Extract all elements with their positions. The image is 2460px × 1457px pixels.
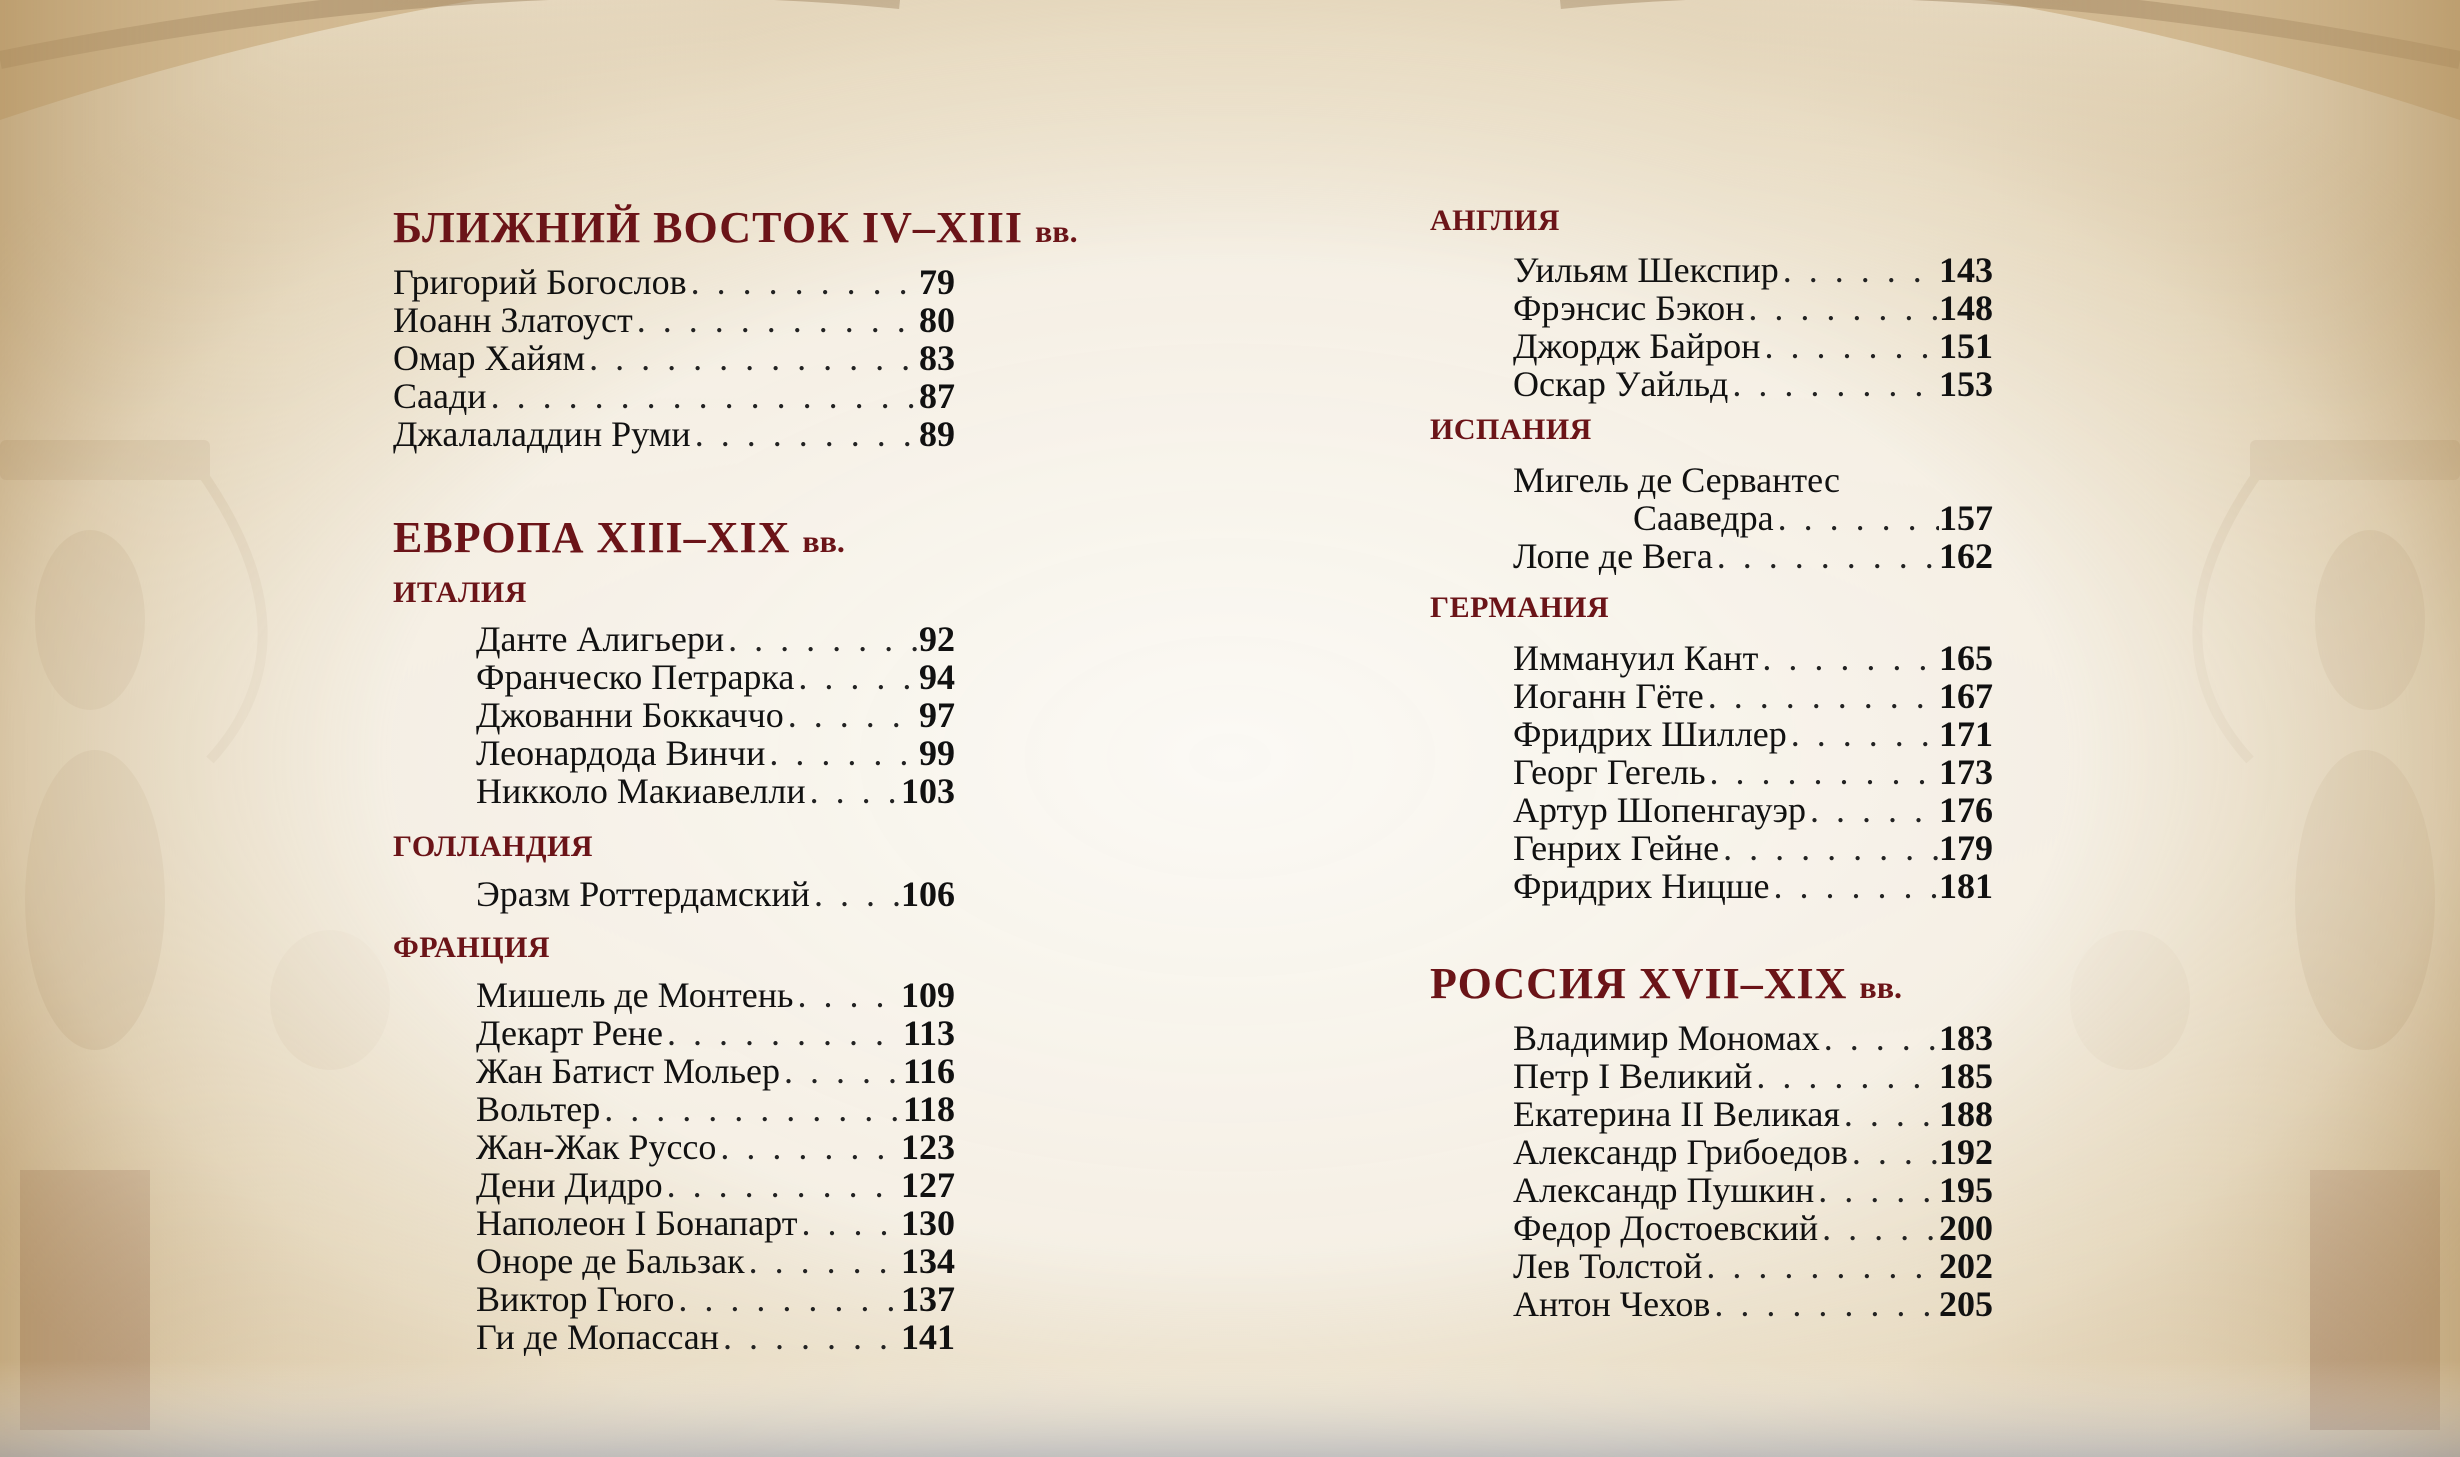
- toc-entry: [476, 1090, 955, 1128]
- dot-leader: [716, 1128, 901, 1166]
- entry-page-number: 141: [901, 1317, 955, 1357]
- dot-leader: [663, 1014, 903, 1052]
- entry-name: Жан-Жак Руссо: [476, 1127, 717, 1167]
- section-heading-russia: РОССИЯ XVII–XIX вв.: [1430, 959, 1902, 1008]
- entry-page-number: 185: [1939, 1056, 1993, 1096]
- toc-entry: [1513, 289, 1993, 327]
- entry-name: Оноре де Бальзак: [476, 1241, 745, 1281]
- toc-entry: [476, 1318, 955, 1356]
- holland-list: [476, 875, 955, 913]
- entry-name: Георг Гегель: [1513, 752, 1706, 792]
- entry-name: Дени Дидро: [476, 1165, 663, 1205]
- entry-name: Александр Пушкин: [1513, 1170, 1815, 1210]
- toc-entry: [1513, 1209, 1993, 1247]
- germany-list: [1513, 639, 1993, 905]
- entry-name: Наполеон I Бонапарт: [476, 1203, 798, 1243]
- france-list: [476, 976, 955, 1356]
- entry-name: Джованни Боккаччо: [476, 695, 784, 735]
- entry-page-number: 171: [1939, 714, 1993, 754]
- near-east-list: [393, 263, 955, 453]
- entry-name: Виктор Гюго: [476, 1279, 675, 1319]
- dot-leader: [1779, 251, 1939, 289]
- toc-entry: [1513, 1019, 1993, 1057]
- entry-page-number: 83: [919, 338, 955, 378]
- entry-name: Фридрих Ницше: [1513, 866, 1770, 906]
- dot-leader: [1818, 1209, 1939, 1247]
- entry-cervantes-line1: Мигель де Сервантес: [1513, 460, 1841, 500]
- dot-leader: [633, 301, 919, 339]
- toc-entry: [476, 696, 955, 734]
- entry-page-number: 153: [1939, 364, 1993, 404]
- entry-page-number: 183: [1939, 1018, 1993, 1058]
- toc-entry: [393, 301, 955, 339]
- toc-entry: [476, 772, 955, 810]
- dot-leader: [765, 734, 919, 772]
- dot-leader: [1719, 829, 1939, 867]
- entry-name: Петр I Великий: [1513, 1056, 1753, 1096]
- entry-page-number: 176: [1939, 790, 1993, 830]
- toc-entry: [1513, 1133, 1993, 1171]
- entry-name: Генрих Гейне: [1513, 828, 1720, 868]
- dot-leader: [806, 772, 901, 810]
- entry-page-number: 151: [1939, 326, 1993, 366]
- toc-entry: [476, 1204, 955, 1242]
- toc-entry: [393, 339, 955, 377]
- toc-entry: [1513, 537, 1993, 575]
- toc-entry: [1513, 1247, 1993, 1285]
- entry-page-number: 116: [902, 1051, 955, 1091]
- entry-page-number: 89: [919, 414, 955, 454]
- entry-page-number: 94: [919, 657, 955, 697]
- entry-page-number: 80: [919, 300, 955, 340]
- dot-leader: [487, 377, 919, 415]
- dot-leader: [1713, 537, 1939, 575]
- subheading-italy: ИТАЛИЯ: [393, 576, 527, 609]
- toc-entry: [393, 263, 955, 301]
- entry-page-number: 127: [901, 1165, 955, 1205]
- dot-leader: [585, 339, 919, 377]
- subheading-france: ФРАНЦИЯ: [393, 931, 551, 964]
- entry-page-number: 137: [901, 1279, 955, 1319]
- dot-leader: [784, 696, 919, 734]
- toc-entry: [476, 734, 955, 772]
- toc-entry: [1513, 251, 1993, 289]
- dot-leader: [600, 1090, 903, 1128]
- toc-entry: [1513, 499, 1993, 537]
- entry-name: Декарт Рене: [476, 1013, 663, 1053]
- toc-entry: [1513, 327, 1993, 365]
- entry-name: Лопе де Вега: [1513, 536, 1713, 576]
- dot-leader: [1704, 677, 1939, 715]
- dot-leader: [810, 875, 901, 913]
- toc-entry: [476, 1166, 955, 1204]
- entry-name: Фридрих Шиллер: [1513, 714, 1787, 754]
- entry-name: Федор Достоевский: [1513, 1208, 1819, 1248]
- dot-leader: [724, 620, 919, 658]
- entry-name: Эразм Роттердамский: [476, 874, 810, 914]
- toc-entry: [476, 1128, 955, 1166]
- entry-name: Оскар Уайльд: [1513, 364, 1729, 404]
- entry-page-number: 134: [901, 1241, 955, 1281]
- dot-leader: [663, 1166, 901, 1204]
- dot-leader: [687, 263, 919, 301]
- toc-entry: [393, 415, 955, 453]
- toc-entry: [1513, 753, 1993, 791]
- entry-name: Иоганн Гёте: [1513, 676, 1704, 716]
- entry-page-number: 113: [902, 1013, 955, 1053]
- entry-name: Жан Батист Мольер: [476, 1051, 781, 1091]
- dot-leader: [794, 658, 919, 696]
- toc-entry: [476, 976, 955, 1014]
- dot-leader: [1752, 1057, 1939, 1095]
- england-list: [1513, 251, 1993, 403]
- russia-list: [1513, 1019, 1993, 1323]
- entry-name: Григорий Богослов: [393, 262, 687, 302]
- entry-name: Антон Чехов: [1513, 1284, 1711, 1324]
- dot-leader: [1787, 715, 1939, 753]
- dot-leader: [780, 1052, 903, 1090]
- dot-leader: [1706, 753, 1939, 791]
- toc-entry: [1513, 791, 1993, 829]
- dot-leader: [1840, 1095, 1939, 1133]
- dot-leader: [1848, 1133, 1939, 1171]
- toc-entry: [1513, 365, 1993, 403]
- dot-leader: [674, 1280, 901, 1318]
- entry-page-number: 148: [1939, 288, 1993, 328]
- entry-name: Уильям Шекспир: [1513, 250, 1779, 290]
- entry-page-number: 92: [919, 619, 955, 659]
- entry-name: Лев Толстой: [1513, 1246, 1703, 1286]
- entry-name: Вольтер: [476, 1089, 601, 1129]
- entry-page-number: 118: [902, 1089, 955, 1129]
- dot-leader: [1744, 289, 1939, 327]
- toc-entry: [1513, 1285, 1993, 1323]
- entry-page-number: 179: [1939, 828, 1993, 868]
- entry-page-number: 195: [1939, 1170, 1993, 1210]
- entry-name: Омар Хайям: [393, 338, 586, 378]
- entry-name: Джордж Байрон: [1513, 326, 1761, 366]
- dot-leader: [793, 976, 901, 1014]
- dot-leader: [719, 1318, 901, 1356]
- toc-entry: [1513, 1057, 1993, 1095]
- entry-name: Никколо Макиавелли: [476, 771, 806, 811]
- entry-page-number: 167: [1939, 676, 1993, 716]
- entry-name: Данте Алигьери: [476, 619, 725, 659]
- toc-entry: [1513, 715, 1993, 753]
- entry-page-number: 97: [919, 695, 955, 735]
- subheading-spain: ИСПАНИЯ: [1430, 413, 1592, 446]
- toc-entry: [1513, 1171, 1993, 1209]
- toc-entry: [476, 620, 955, 658]
- entry-page-number: 99: [919, 733, 955, 773]
- entry-page-number: 87: [919, 376, 955, 416]
- entry-name: Леонардода Винчи: [476, 733, 766, 773]
- entry-page-number: 143: [1939, 250, 1993, 290]
- dot-leader: [1758, 639, 1939, 677]
- toc-entry: [476, 875, 955, 913]
- entry-page-number: 188: [1939, 1094, 1993, 1134]
- toc-entry: [1513, 829, 1993, 867]
- dot-leader: [1760, 327, 1939, 365]
- entry-page-number: 123: [901, 1127, 955, 1167]
- entry-name: Артур Шопенгауэр: [1513, 790, 1806, 830]
- entry-name: Иоанн Златоуст: [393, 300, 633, 340]
- toc-entry: [476, 1242, 955, 1280]
- entry-page-number: 192: [1939, 1132, 1993, 1172]
- dot-leader: [691, 415, 919, 453]
- subheading-germany: ГЕРМАНИЯ: [1430, 591, 1610, 624]
- toc-entry: [476, 1280, 955, 1318]
- dot-leader: [745, 1242, 901, 1280]
- toc-entry: [1513, 677, 1993, 715]
- subheading-holland: ГОЛЛАНДИЯ: [393, 830, 594, 863]
- entry-page-number: 202: [1939, 1246, 1993, 1286]
- entry-page-number: 200: [1939, 1208, 1993, 1248]
- entry-page-number: 106: [901, 874, 955, 914]
- dot-leader: [1702, 1247, 1939, 1285]
- section-heading-near-east: БЛИЖНИЙ ВОСТОК IV–XIII вв.: [393, 203, 1078, 252]
- entry-name: Фрэнсис Бэкон: [1513, 288, 1745, 328]
- entry-name: Мишель де Монтень: [476, 975, 794, 1015]
- entry-page-number: 173: [1939, 752, 1993, 792]
- toc-entry: [1513, 639, 1993, 677]
- entry-name: Джалаладдин Руми: [393, 414, 691, 454]
- dot-leader: [1806, 791, 1939, 829]
- entry-page-number: 162: [1939, 536, 1993, 576]
- section-heading-europe: ЕВРОПА XIII–XIX вв.: [393, 513, 845, 562]
- entry-page-number: 103: [901, 771, 955, 811]
- entry-page-number: 109: [901, 975, 955, 1015]
- toc-entry: [1513, 1095, 1993, 1133]
- entry-name: Ги де Мопассан: [476, 1317, 719, 1357]
- entry-page-number: 205: [1939, 1284, 1993, 1324]
- subheading-england: АНГЛИЯ: [1430, 204, 1560, 237]
- toc-entry: [393, 377, 955, 415]
- dot-leader: [1710, 1285, 1939, 1323]
- entry-name: Александр Грибоедов: [1513, 1132, 1848, 1172]
- toc-entry: [476, 1014, 955, 1052]
- dot-leader: [1774, 499, 1939, 537]
- entry-page-number: 157: [1939, 498, 1993, 538]
- dot-leader: [1820, 1019, 1939, 1057]
- entry-name: Сааведра: [1633, 498, 1774, 538]
- toc-entry: [1513, 867, 1993, 905]
- entry-page-number: 130: [901, 1203, 955, 1243]
- toc-entry: [476, 1052, 955, 1090]
- entry-page-number: 79: [919, 262, 955, 302]
- entry-name: Саади: [393, 376, 487, 416]
- dot-leader: [1814, 1171, 1939, 1209]
- entry-name: Владимир Мономах: [1513, 1018, 1820, 1058]
- spain-list: [1513, 499, 1993, 575]
- dot-leader: [1770, 867, 1939, 905]
- dot-leader: [1728, 365, 1939, 403]
- entry-name: Франческо Петрарка: [476, 657, 795, 697]
- toc-entry: [476, 658, 955, 696]
- dot-leader: [797, 1204, 901, 1242]
- entry-name: Иммануил Кант: [1513, 638, 1759, 678]
- italy-list: [476, 620, 955, 810]
- entry-name: Екатерина II Великая: [1513, 1094, 1840, 1134]
- entry-page-number: 165: [1939, 638, 1993, 678]
- entry-page-number: 181: [1939, 866, 1993, 906]
